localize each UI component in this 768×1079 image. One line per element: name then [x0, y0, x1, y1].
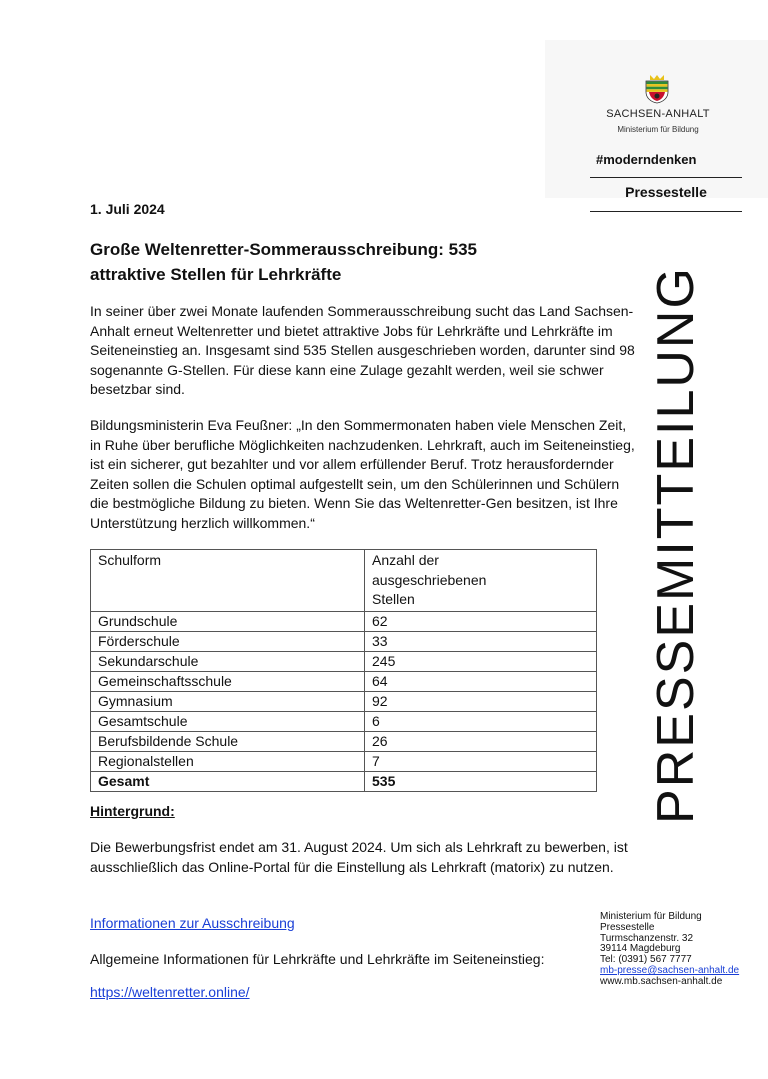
contact-phone: Tel: (0391) 567 7777: [600, 954, 692, 966]
table-cell: Gymnasium: [91, 691, 365, 711]
table-cell: 64: [365, 671, 597, 691]
table-cell: Regionalstellen: [91, 751, 365, 771]
contact-block: [600, 912, 739, 988]
hashtag: #moderndenken: [596, 152, 697, 167]
table-cell: Förderschule: [91, 631, 365, 651]
press-office-label: Pressestelle: [625, 184, 707, 200]
table-cell: Berufsbildende Schule: [91, 731, 365, 751]
contact-website: www.mb.sachsen-anhalt.de: [600, 975, 723, 987]
contact-city: 39114 Magdeburg: [600, 943, 681, 955]
headline: Große Weltenretter-Sommerausschreibung: 535 attraktive Stellen für Lehrkräfte: [90, 240, 478, 284]
general-info-text: Allgemeine Informationen für Lehrkräfte und Lehrkräfte im Seiteneinstieg:: [90, 951, 545, 967]
table-cell: 245: [365, 651, 597, 671]
table-row: [91, 611, 597, 631]
contact-dept: Pressestelle: [600, 921, 655, 933]
table-row: [91, 691, 597, 711]
table-row: [91, 751, 597, 771]
positions-table: [90, 549, 597, 792]
info-link[interactable]: Informationen zur Ausschreibung: [90, 915, 295, 931]
divider-top: [590, 177, 742, 178]
table-header-cell: [365, 550, 597, 612]
table-row: [91, 711, 597, 731]
contact-email-link[interactable]: mb-presse@sachsen-anhalt.de: [600, 964, 740, 976]
background-heading: Hintergrund:: [90, 803, 175, 819]
contact-org: Ministerium für Bildung: [600, 911, 702, 922]
table-row: [91, 731, 597, 751]
table-cell: Grundschule: [91, 611, 365, 631]
release-date: 1. Juli 2024: [90, 201, 165, 217]
table-row: [91, 651, 597, 671]
table-row: [91, 671, 597, 691]
logo-ministry-name: Ministerium für Bildung: [617, 125, 699, 134]
table-header-text: Anzahl der ausgeschriebenen Stellen: [372, 552, 487, 607]
table-row: [91, 631, 597, 651]
vertical-press-release-label: PRESSEMITTEILUNG: [647, 265, 705, 824]
background-paragraph: Die Bewerbungsfrist endet am 31. August 2024. Um sich als Lehrkraft zu bewerben, ist ausschließlich das Online-Portal für die Einstellung als Lehrkraft (matorix) zu nutzen.: [90, 839, 628, 875]
vertical-label-container: [647, 232, 705, 857]
table-cell: 535: [365, 771, 597, 791]
logo-state-name: SACHSEN-ANHALT: [606, 108, 710, 120]
table-cell: 62: [365, 611, 597, 631]
table-total-row: [91, 771, 597, 791]
table-cell: 6: [365, 711, 597, 731]
table-cell: 33: [365, 631, 597, 651]
table-cell: Gesamtschule: [91, 711, 365, 731]
quote-paragraph: Bildungsministerin Eva Feußner: „In den Sommermonaten haben viele Menschen Zeit, in Ruhe über berufliche Möglichkeiten nachzudenken. Lehrkraft, auch im Seiteneinstieg, ist ein sicherer, gut bezahlter und vor allem erfüllender Beruf. Trotz herausfordernder Zeiten sollen die Schulen optimal aufgestellt sein, um den Schülerinnen und Schülern die bestmögliche Bildung zu bieten. Wenn Sie das Weltenretter-Gen besitzen, ist Ihre Unterstützung herzlich willkommen.“: [90, 417, 635, 531]
table-cell: 7: [365, 751, 597, 771]
contact-street: Turmschanzenstr. 32: [600, 932, 694, 944]
divider-bottom: [590, 211, 742, 212]
state-crest-icon: [644, 74, 670, 104]
table-cell: 26: [365, 731, 597, 751]
table-cell: Gesamt: [91, 771, 365, 791]
intro-paragraph: In seiner über zwei Monate laufenden Sommerausschreibung sucht das Land Sachsen-Anhalt erneut Weltenretter und bietet attraktive Jobs für Lehrkräfte und Lehrkräfte im Seiteneinstieg an. Insgesamt sind 535 Stellen ausgeschrieben worden, darunter sind 98 sogenannte G-Stellen. Für diese kann eine Zulage gezahlt werden, weil sie schwer besetzbar sind.: [90, 303, 635, 397]
table-header-row: [91, 550, 597, 612]
website-link[interactable]: https://weltenretter.online/: [90, 984, 250, 1000]
table-header-cell: Schulform: [91, 550, 365, 612]
table-cell: 92: [365, 691, 597, 711]
table-cell: Sekundarschule: [91, 651, 365, 671]
table-cell: Gemeinschaftsschule: [91, 671, 365, 691]
